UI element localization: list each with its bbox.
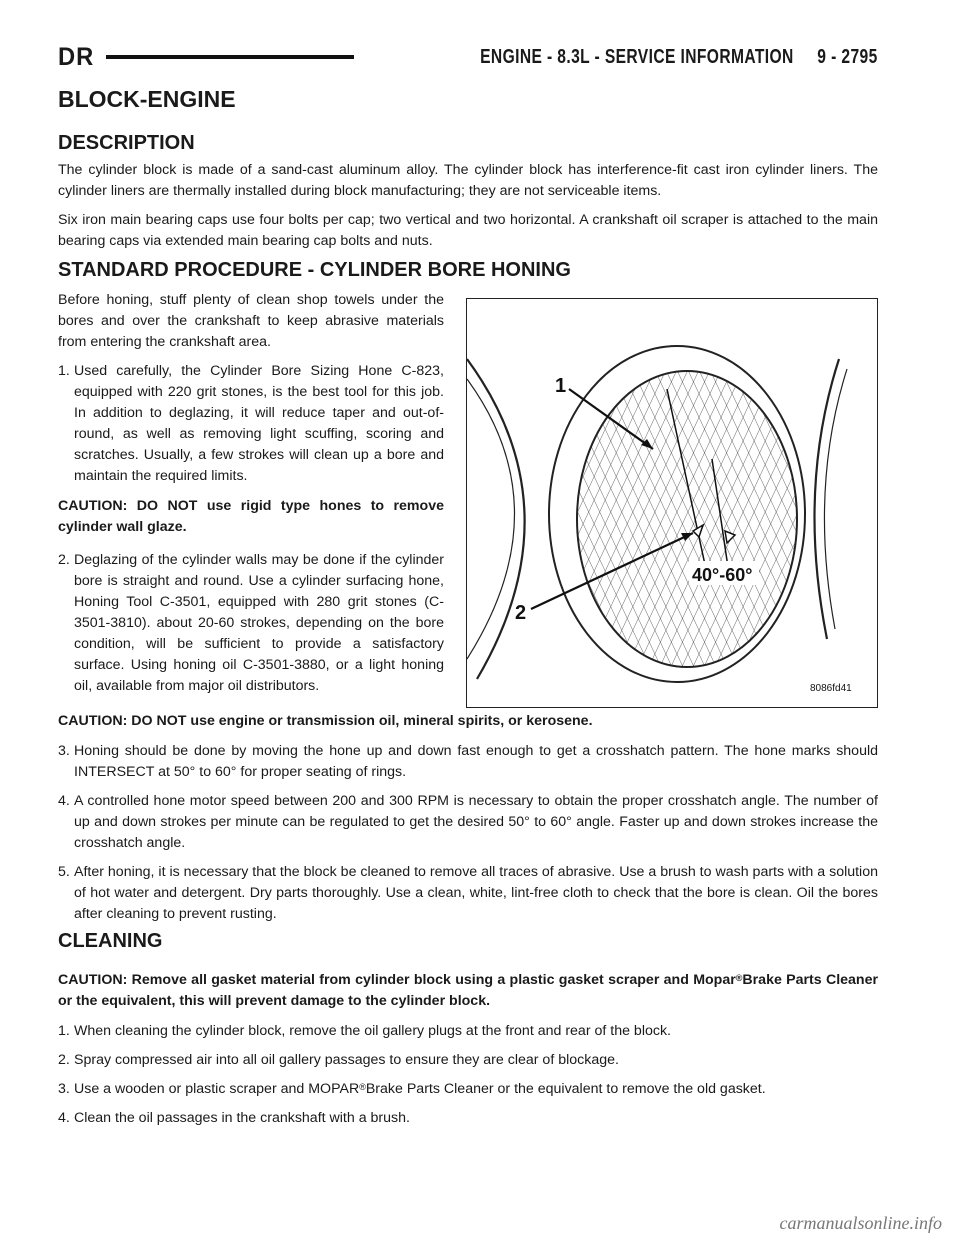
- honing-step-3: [58, 741, 878, 783]
- description-body: [58, 160, 878, 252]
- header-rule: [106, 55, 354, 59]
- cleaning-heading: CLEANING: [58, 930, 163, 952]
- step-text: When cleaning the cylinder block, remove the oil gallery plugs at the front and rear of the block.: [74, 1023, 671, 1039]
- cleaning-step-3: [58, 1079, 878, 1100]
- step-text: Clean the oil passages in the crankshaft with a brush.: [74, 1110, 410, 1126]
- caution-text-b: Brake Parts Cleaner or the equivalent, this will prevent damage to the cylinder block.: [58, 972, 879, 1009]
- honing-heading: STANDARD PROCEDURE - CYLINDER BORE HONING: [58, 259, 571, 281]
- step3-text-a: Use a wooden or plastic scraper and MOPAR: [74, 1081, 360, 1097]
- step-number: 2.: [58, 1052, 70, 1068]
- cleaning-step-4: [58, 1108, 878, 1129]
- cleaning-step-2: [58, 1050, 878, 1071]
- honing-step-5: [58, 862, 878, 925]
- step-text: A controlled hone motor speed between 200 and 300 RPM is necessary to obtain the proper crosshatch angle. The number of up and down strokes per minute can be regulated to get the desired 50° to 60° angle. Faster up and down strokes increase the crosshatch angle.: [74, 793, 878, 851]
- callout-2: 2: [515, 602, 527, 624]
- cleaning-caution: [58, 970, 878, 1012]
- page-title: BLOCK-ENGINE: [58, 86, 236, 112]
- honing-intro: Before honing, stuff plenty of clean shop towels under the bores and over the crankshaft to keep abrasive materials from entering the crankshaft area.: [58, 292, 444, 350]
- description-paragraph-1: The cylinder block is made of a sand-cast aluminum alloy. The cylinder block has interference-fit cast iron cylinder liners. The cylinder liners are thermally installed during block manufacturing; they are not serviceable items.: [58, 162, 878, 199]
- cleaning-step-1: [58, 1021, 878, 1042]
- crosshatch-figure: [466, 298, 878, 708]
- running-header: [58, 44, 878, 70]
- description-heading: DESCRIPTION: [58, 132, 195, 154]
- step-text: [74, 1079, 878, 1100]
- section-code: DR: [58, 42, 95, 71]
- step-text: After honing, it is necessary that the block be cleaned to remove all traces of abrasive. Use a brush to wash parts with a solution of hot water and detergent. Dry parts thoroughly. Use a clean, white, lint-free cloth to check that the bore is clean. Oil the bores after cleaning to prevent rusting.: [74, 864, 878, 922]
- figure-code: 8086fd41: [810, 683, 852, 694]
- honing-left-column: [58, 290, 444, 697]
- honing-step-1: [58, 361, 444, 487]
- honing-caution-oil: CAUTION: DO NOT use engine or transmission oil, mineral spirits, or kerosene.: [58, 713, 593, 729]
- caution-text-a: CAUTION: Remove all gasket material from cylinder block using a plastic gasket scraper and Mopar: [58, 972, 736, 988]
- step-number: 3.: [58, 743, 70, 759]
- registered-mark: ®: [735, 973, 743, 983]
- crosshatch-pattern: [567, 359, 807, 679]
- honing-step-2: [58, 550, 444, 697]
- step-text: Deglazing of the cylinder walls may be done if the cylinder bore is straight and round. Use a cylinder surfacing hone, Honing Tool C-3501, equipped with 280 grit stones (C-3501-3810). about 20-60 strokes, depending on the bore condition, will be sufficient to provide a satisfactory surface. Using honing oil C-3501-3880, or a light honing oil, available from major oil distributors.: [74, 552, 444, 694]
- step-text: Spray compressed air into all oil gallery passages to ensure they are clear of blockage.: [74, 1052, 619, 1068]
- step-text: Honing should be done by moving the hone up and down fast enough to get a crosshatch pattern. The hone marks should INTERSECT at 50° to 60° for proper seating of rings.: [74, 743, 878, 780]
- step-number: 3.: [58, 1081, 70, 1097]
- honing-step-4: [58, 791, 878, 854]
- watermark: carmanualsonline.info: [779, 1213, 942, 1233]
- honing-full-width: [58, 711, 878, 925]
- description-paragraph-2: Six iron main bearing caps use four bolts per cap; two vertical and two horizontal. A crankshaft oil scraper is attached to the main bearing caps via extended main bearing cap bolts and nuts.: [58, 212, 878, 249]
- step3-text-b: Brake Parts Cleaner or the equivalent to remove the old gasket.: [365, 1081, 766, 1097]
- angle-label: 40°-60°: [692, 565, 753, 585]
- step-number: 4.: [58, 1110, 70, 1126]
- step-number: 1.: [58, 1023, 70, 1039]
- callout-1: 1: [555, 375, 567, 397]
- right-bore-arc: [815, 359, 840, 639]
- page-reference: ENGINE - 8.3L - SERVICE INFORMATION 9 - 2795: [480, 45, 878, 68]
- step-number: 1.: [58, 363, 70, 379]
- step-number: 2.: [58, 552, 70, 568]
- crosshatch-illustration: [467, 299, 877, 707]
- honing-caution-rigid: CAUTION: DO NOT use rigid type hones to remove cylinder wall glaze.: [58, 498, 444, 535]
- step-number: 5.: [58, 864, 70, 880]
- cleaning-body: [58, 970, 878, 1129]
- step-text: Used carefully, the Cylinder Bore Sizing Hone C-823, equipped with 220 grit stones, is the best tool for this job. In addition to deglazing, it will reduce taper and out-of-round, as well as removing light scuffing, scoring and scratches. Usually, a few strokes will clean up a bore and maintain the required limits.: [74, 363, 444, 484]
- registered-mark: ®: [359, 1082, 366, 1092]
- left-bore-arc: [467, 359, 525, 679]
- step-number: 4.: [58, 793, 70, 809]
